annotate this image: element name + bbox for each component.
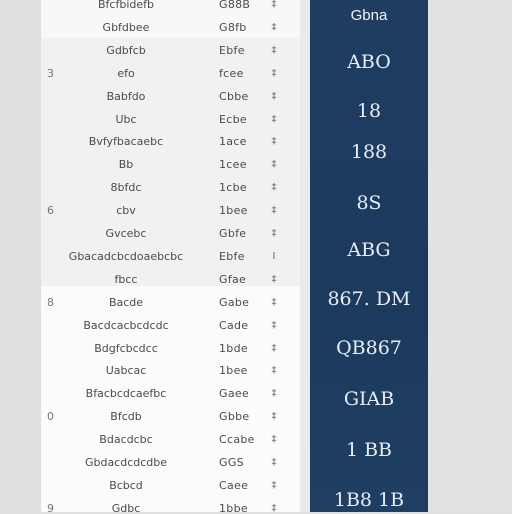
value-item: 188 [350,141,388,163]
value-item: QB867 [336,337,402,359]
row-name: Babfdo [106,89,146,103]
row-name: Bfcfbidefb [98,0,154,11]
table-row[interactable] [41,430,300,450]
row-code: Gfae [219,272,247,286]
row-name: Bcbcd [109,478,143,492]
row-name: Gbdacdcdcdbe [84,456,168,469]
table-row[interactable] [41,224,300,244]
table-row[interactable] [41,407,300,427]
row-name: Bdacdcbc [99,433,153,447]
row-code: G88B [219,0,251,11]
table-row[interactable] [41,384,300,404]
row-tick-icon: ‡ [271,90,277,102]
value-item: ABO [347,51,391,73]
row-name: Gbfdbee [102,20,150,34]
row-code: fcee [219,66,244,80]
row-code: Ecbe [219,112,247,126]
row-code: Cade [219,318,249,332]
table-row[interactable] [41,499,300,512]
value-item: 867. DM [327,288,411,310]
row-name: Ubc [115,112,137,126]
row-name: Bb [118,158,134,172]
row-code: 1bee [219,204,248,218]
table-row[interactable] [41,41,300,61]
row-code: G8fb [219,20,247,34]
row-name: Bdgfcbcdcc [94,341,158,355]
row-code: Gaee [219,387,249,401]
row-tick-icon: ‡ [271,319,277,331]
data-table [41,0,300,512]
row-index-mark: 0 [47,410,54,424]
row-index-mark: 8 [47,295,54,309]
table-row[interactable] [41,110,300,130]
row-tick-icon: ‡ [271,228,277,239]
row-code: Gabe [219,295,250,309]
table-row[interactable] [41,201,300,221]
row-tick-icon: ‡ [271,411,277,423]
row-tick-icon: ‡ [271,502,277,512]
table-row[interactable] [41,64,300,84]
value-item: GIAB [343,388,395,410]
row-name: Gvcebc [105,227,147,240]
table-row[interactable] [41,178,300,198]
row-tick-icon: ‡ [271,182,277,194]
panel-divider [300,0,310,512]
row-name: Gbacadcbcdoaebcbc [68,249,184,263]
row-tick-icon: ‡ [271,296,277,308]
row-code: Caee [219,478,249,492]
row-code: 1ace [219,135,247,149]
table-row[interactable] [41,155,300,175]
row-name: Gdbc [111,501,141,512]
row-code: 1bbe [219,501,248,512]
row-name: Bacde [108,295,144,309]
row-tick-icon: ‡ [271,21,277,33]
value-item: 18 [356,100,382,122]
row-name: efo [117,66,135,80]
row-code: GGS [219,456,244,469]
background-right [428,0,512,512]
row-tick-icon: ‡ [271,388,277,400]
row-name: Bvfyfbacaebc [88,135,164,149]
row-tick-icon: ‡ [271,342,277,354]
row-name: Gdbfcb [106,43,146,57]
row-tick-icon: ‡ [271,44,277,56]
value-item: ABG [347,239,391,261]
row-tick-icon: ‡ [271,136,277,148]
value-item: 1 BB [345,439,393,461]
row-index-mark: 3 [47,66,54,80]
row-tick-icon: ‡ [271,434,277,446]
value-header: Gbna [350,7,388,24]
table-row[interactable] [41,0,300,15]
row-code: Cbbe [219,89,249,103]
row-name: Uabcac [105,364,147,378]
row-code: Ccabe [219,433,255,447]
row-name: fbcc [114,272,138,286]
table-row[interactable] [41,247,300,267]
row-code: Gbfe [219,227,247,240]
row-name: cbv [116,204,136,218]
row-code: 1cbe [219,181,247,195]
row-code: 1bde [219,341,248,355]
row-tick-icon: ‡ [271,159,277,171]
row-tick-icon: I [272,250,276,262]
table-row[interactable] [41,361,300,381]
row-tick-icon: ‡ [271,457,277,468]
row-tick-icon: ‡ [271,0,277,10]
table-row[interactable] [41,476,300,496]
row-tick-icon: ‡ [271,205,277,217]
row-tick-icon: ‡ [271,273,277,285]
table-row[interactable] [41,293,300,313]
row-tick-icon: ‡ [271,479,277,491]
row-name: Bacdcacbcdcdc [83,318,169,332]
row-tick-icon: ‡ [271,365,277,377]
row-index-mark: 6 [47,204,54,218]
row-code: Gbbe [219,410,250,424]
row-tick-icon: ‡ [271,113,277,125]
row-code: Ebfe [219,249,245,263]
row-tick-icon: ‡ [271,67,277,79]
row-code: 1bee [219,364,248,378]
table-row[interactable] [41,18,300,38]
table-row[interactable] [41,453,300,473]
row-name: 8bfdc [110,181,142,195]
table-row[interactable] [41,87,300,107]
row-index-mark: 9 [47,501,54,512]
row-code: 1cee [219,158,247,172]
value-item: 8S [356,192,382,214]
value-item: 1B8 1B [333,489,405,511]
row-code: Ebfe [219,43,245,57]
table-row[interactable] [41,270,300,290]
row-name: Bfcdb [110,410,142,424]
table-row[interactable] [41,132,300,152]
table-row[interactable] [41,316,300,336]
value-panel [310,0,428,512]
row-name: Bfacbcdcaefbc [85,387,167,401]
table-row[interactable] [41,339,300,359]
